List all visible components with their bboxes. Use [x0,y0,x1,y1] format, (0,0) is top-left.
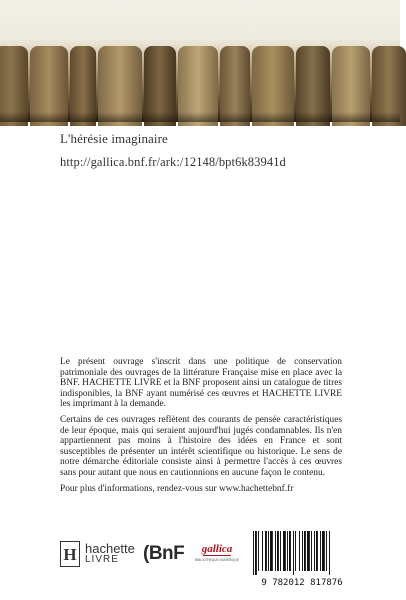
barcode-bar [275,531,276,571]
barcode-bar [255,531,257,575]
gallica-logo [195,538,239,568]
svg-text:H: H [63,545,77,564]
barcode-bar [326,531,327,571]
barcode-bar [329,531,330,575]
barcode-bar [265,531,267,571]
hachette-wordmark: hachette [85,541,135,556]
barcode-bars [253,531,330,575]
barcode-bar [304,531,306,571]
isbn-barcode [246,529,358,587]
barcode-bar [258,531,259,571]
bookshelf-photo [0,0,400,122]
barcode-bar [287,531,288,571]
barcode-number: 9 782012 817876 [261,578,343,588]
hachette-h-icon [60,541,80,567]
notice-paragraph: Le présent ouvrage s'inscrit dans une politique de conservation patrimoniale des ouvrages de la littérature Française mise en place avec la BNF. HACHETTE LIVRE et la BNF proposent ainsi un catalogue de titres indisponibles, la BNF ayant numérisé ces œuvres et HACHETTE LIVRE les imprimant à la demande. [60,357,343,410]
bnf-logo: (BnF [143,543,185,564]
barcode-bar [268,531,269,571]
more-info-paragraph: Pour plus d'informations, rendez-vous sur www.hachettebnf.fr [60,483,294,494]
barcode-bar [316,531,318,571]
barcode-bar [295,531,296,571]
barcode-bar [299,531,300,571]
barcode-bar [270,531,273,571]
hachette-livre-logo [60,540,138,568]
barcode-bar [320,531,321,571]
barcode-bar [322,531,325,571]
livre-wordmark: LIVRE [85,554,119,565]
publisher-notice [60,357,342,499]
notice-paragraph: Certains de ces ouvrages reflètent des courants de pensée caractéristiques de leur époque, mais qui seraient aujourd'hui jugés condamnables. Ils n'en appartiennent pas moins à l'histoire des idées en France et sont susceptibles de présenter un intérêt scientifique ou historique. Le sens de notre démarche éditoriale consiste ainsi à permettre l'accès à ces œuvres sans pour autant que nous en cautionnions en aucune façon le contenu. [60,414,342,478]
gallica-wordmark: gallica [201,543,233,555]
barcode-bar [293,531,294,575]
gallica-subtitle: BIBLIOTHEQUE NUMERIQUE [195,558,239,562]
barcode-bar [314,531,315,571]
barcode-bar [253,531,254,575]
book-title: L'hérésie imaginaire [60,131,168,146]
barcode-bar [289,531,291,571]
gallica-ark-url: http://gallica.bnf.fr/ark:/12148/bpt6k83941d [60,155,286,169]
barcode-bar [277,531,279,571]
barcode-bar [283,531,286,571]
barcode-bar [311,531,312,571]
barcode-bar [262,531,263,571]
barcode-bar [307,531,310,571]
barcode-bar [302,531,303,571]
barcode-bar [280,531,281,571]
